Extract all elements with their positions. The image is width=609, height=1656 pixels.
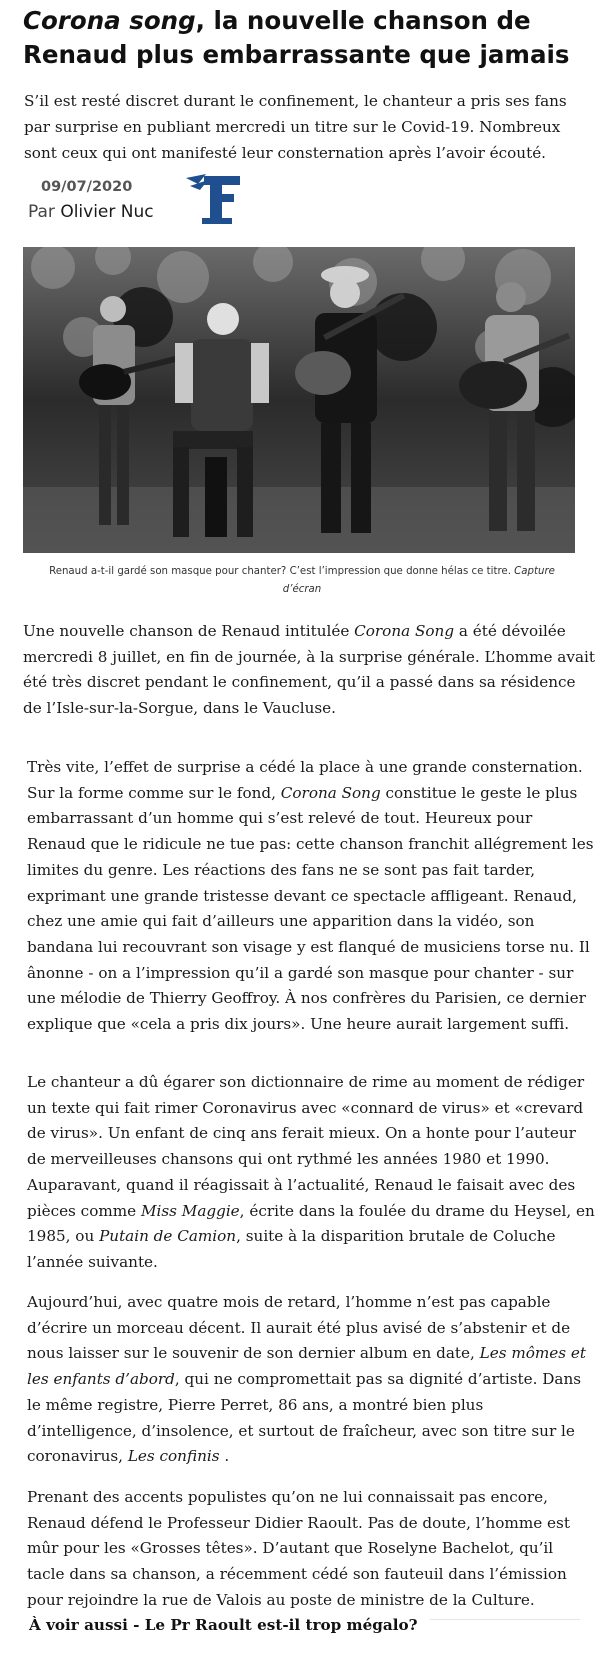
paragraph-2-text-a: Très vite, l’effet de surprise a cédé la place à une grande consternation. Sur la forme comme sur le fond, [27,758,583,802]
paragraph-2 [27,755,595,1038]
paragraph-4-text-a: Aujourd’hui, avec quatre mois de retard, l’homme n’est pas capable d’écrire un morceau décent. Il aurait été plus avisé de s’abstenir et de nous laisser sur le souvenir de son dernier album en date, [27,1293,571,1363]
divider [430,1619,580,1620]
song-title-corona-song: Corona Song [280,783,381,802]
caption-credit: Capture d’écran [282,566,555,595]
byline-prefix: Par [28,202,55,222]
publish-date: 09/07/2020 [41,179,133,195]
title-italic: Corona song [23,6,196,35]
paragraph-3 [27,1070,595,1276]
article-title [23,4,593,72]
paragraph-3-text-b: , écrite dans la foulée du drame du Heysel, en 1985, ou [27,1201,595,1246]
paragraph-2-text-b: constitue le geste le plus embarrassant d’un homme qui s’est relevé de tout. Heureux pour Renaud que le ridicule ne tue pas: cette chanson franchit allégrement les limites du genre. Les réactions des fans ne se sont pas fait tarder, exprimant une grande tristesse devant ce spectacle affligeant. Renaud, chez une amie qui fait d’ailleurs une apparition dans la vidéo, son bandana lui recouvrant son visage y est flanqué de musiciens torse nu. Il ânonne - on a l’impression qu’il a gardé son masque pour chanter - sur une mélodie de Thierry Geoffroy. À nos confrères du Parisien, ce dernier explique que «cela a pris dix jours». Une heure aurait largement suffi. [27,783,594,1034]
paragraph-5: Prenant des accents populistes qu’on ne lui connaissait pas encore, Renaud défend le Professeur Didier Raoult. Pas de doute, l’homme est mûr pour les «Grosses têtes». D’autant que Roselyne Bachelot, qu’il tacle dans sa chanson, a récemment cédé son fauteuil dans l’émission pour rejoindre la rue de Valois au poste de ministre de la Culture. [27,1488,570,1609]
caption-text: Renaud a-t-il gardé son masque pour chanter? C’est l’impression que donne hélas ce titre. [49,566,515,577]
le-figaro-logo-icon [182,170,242,228]
paragraph-3-text-a: Le chanteur a dû égarer son dictionnaire de rime au moment de rédiger un texte qui fait rimer Coronavirus avec «connard de virus» et «crevard de virus». Un enfant de cinq ans ferait mieux. On a honte pour l’auteur de merveilleuses chansons qui ont rythmé les années 1980 et 1990. Auparavant, quand il réagissait à l’actualité, Renaud le faisait avec des pièces comme [27,1073,585,1220]
author-link[interactable]: Olivier Nuc [60,202,154,222]
see-also-link[interactable]: À voir aussi - Le Pr Raoult est-il trop mégalo? [29,1616,418,1634]
byline [28,202,164,222]
article-lead: S’il est resté discret durant le confinement, le chanteur a pris ses fans par surprise en publiant mercredi un titre sur le Covid-19. Nombreux sont ceux qui ont manifesté leur consternation après l’avoir écouté. [24,92,567,162]
paragraph-3-text-c: , suite à la disparition brutale de Coluche l’année suivante. [27,1227,556,1271]
paragraph-1 [23,619,595,722]
song-title-les-confinis: Les confinis [127,1447,220,1466]
paragraph-1-text-a: Une nouvelle chanson de Renaud intitulée [23,622,355,640]
song-title-miss-maggie: Miss Maggie [140,1201,240,1220]
paragraph-4 [27,1290,595,1470]
paragraph-4-text-c: . [219,1447,230,1466]
photo-caption [34,563,570,599]
band-photo-illustration [23,247,575,553]
album-title: Les mômes et les enfants d’abord [27,1344,586,1389]
article-photo [23,247,575,553]
paragraph-4-text-b: , qui ne compromettait pas sa dignité d’artiste. Dans le même registre, Pierre Perret, 86 ans, a montré bien plus d’intelligence, d’insolence, et surtout de fraîcheur, avec son titre sur le coronavirus, [27,1370,582,1466]
song-title-putain-de-camion: Putain de Camion [99,1227,237,1246]
paragraph-1-text-b: a été dévoilée mercredi 8 juillet, en fin de journée, à la surprise générale. L’homme avait été très discret pendant le confinement, qu’il a passé dans sa résidence de l’Isle-sur-la-Sorgue, dans le Vaucluse. [23,622,595,718]
song-title-corona-song: Corona Song [354,622,455,640]
title-rest: , la nouvelle chanson de Renaud plus embarrassante que jamais [23,6,570,69]
